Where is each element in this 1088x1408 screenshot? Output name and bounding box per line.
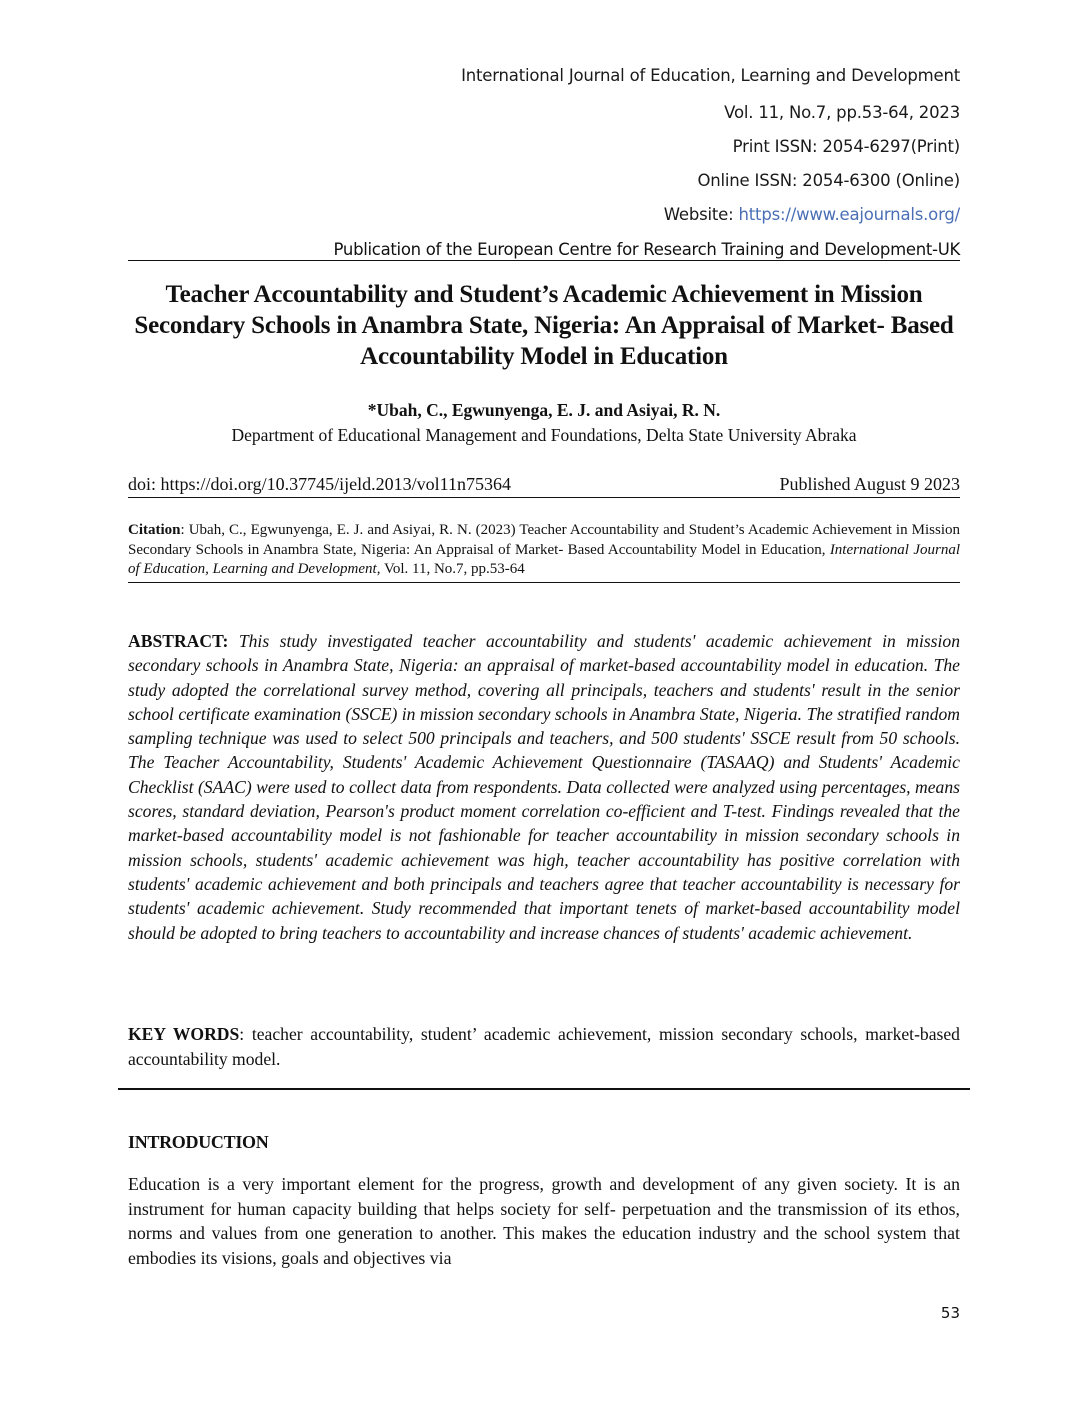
website-label: Website:	[663, 205, 739, 224]
print-issn: Print ISSN: 2054-6297(Print)	[732, 137, 960, 156]
paper-title: Teacher Accountability and Student’s Academic Achievement in Mission Secondary Schools in Anambra State, Nigeria: An Appraisal of Market- Based Accountability Model in Education	[134, 281, 954, 370]
section-divider	[118, 1088, 970, 1090]
website-link[interactable]: https://www.eajournals.org/	[738, 205, 960, 224]
citation-volume: , Vol. 11, No.7, pp.53-64	[376, 561, 525, 577]
citation-journal: International Journal of Education, Learning and Development	[128, 541, 960, 577]
introduction-paragraph: Education is a very important element for the progress, growth and development of any given society. It is an instrument for human capacity building that helps society for self- perpetuation and the transmission of its ethos, norms and values from one generation to another. This makes the education industry and the school system that embodies its visions, goals and objectives via	[128, 1174, 960, 1268]
keywords-block	[128, 1022, 960, 1071]
doi-row	[128, 474, 960, 498]
abstract-label: ABSTRACT:	[128, 631, 239, 651]
keywords-text: : teacher accountability, student’ academic achievement, mission secondary schools, market-based accountability model.	[128, 1024, 960, 1069]
paper-authors: *Ubah, C., Egwunyenga, E. J. and Asiyai, R. N.	[367, 400, 721, 420]
keywords-label: KEY WORDS	[128, 1024, 240, 1044]
publisher-line: Publication of the European Centre for Research Training and Development-UK	[128, 240, 960, 261]
abstract-block	[128, 629, 960, 945]
introduction-heading: INTRODUCTION	[128, 1132, 269, 1152]
volume-info: Vol. 11, No.7, pp.53-64, 2023	[724, 103, 960, 122]
abstract-text: This study investigated teacher accountability and students' academic achievement in mission secondary schools in Anambra State, Nigeria: an appraisal of market-based accountability model in education. The study adopted the correlational survey method, covering all principals, teachers and students' result in the senior school certificate examination (SSCE) in mission secondary schools in Anambra State, Nigeria. The stratified random sampling technique was used to select 500 principals and teachers, and 500 students' SSCE result from 50 schools. The Teacher Accountability, Students' Academic Achievement Questionnaire (TASAAQ) and Students' Academic Checklist (SAAC) were used to collect data from respondents. Data collected were analyzed using percentages, means scores, standard deviation, Pearson's product moment correlation co-efficient and T-test. Findings revealed that the market-based accountability model is not fashionable for teacher accountability in mission secondary schools in mission schools, students' academic achievement was high, teacher accountability has positive correlation with students' academic achievement and both principals and teachers agree that teacher accountability is necessary for students' academic achievement. Study recommended that important tenets of market-based accountability model should be adopted to bring teachers to accountability and increase chances of students' academic achievement.	[128, 631, 961, 943]
doi-link[interactable]: doi: https://doi.org/10.37745/ijeld.2013/vol11n75364	[128, 474, 512, 494]
citation-block	[128, 521, 960, 583]
published-date: Published August 9 2023	[779, 474, 960, 494]
journal-name: International Journal of Education, Learning and Development	[461, 66, 960, 85]
citation-label: Citation	[128, 522, 181, 538]
author-affiliation: Department of Educational Management and Foundations, Delta State University Abraka	[231, 425, 857, 445]
online-issn: Online ISSN: 2054-6300 (Online)	[697, 171, 960, 190]
page-number: 53	[940, 1304, 960, 1322]
citation-text: : Ubah, C., Egwunyenga, E. J. and Asiyai, R. N. (2023) Teacher Accountability and Student’s Academic Achievement in Mission Secondary Schools in Anambra State, Nigeria: An Appraisal of Market- Based Accountability Model in Education,	[128, 522, 960, 558]
website-line	[664, 205, 960, 224]
